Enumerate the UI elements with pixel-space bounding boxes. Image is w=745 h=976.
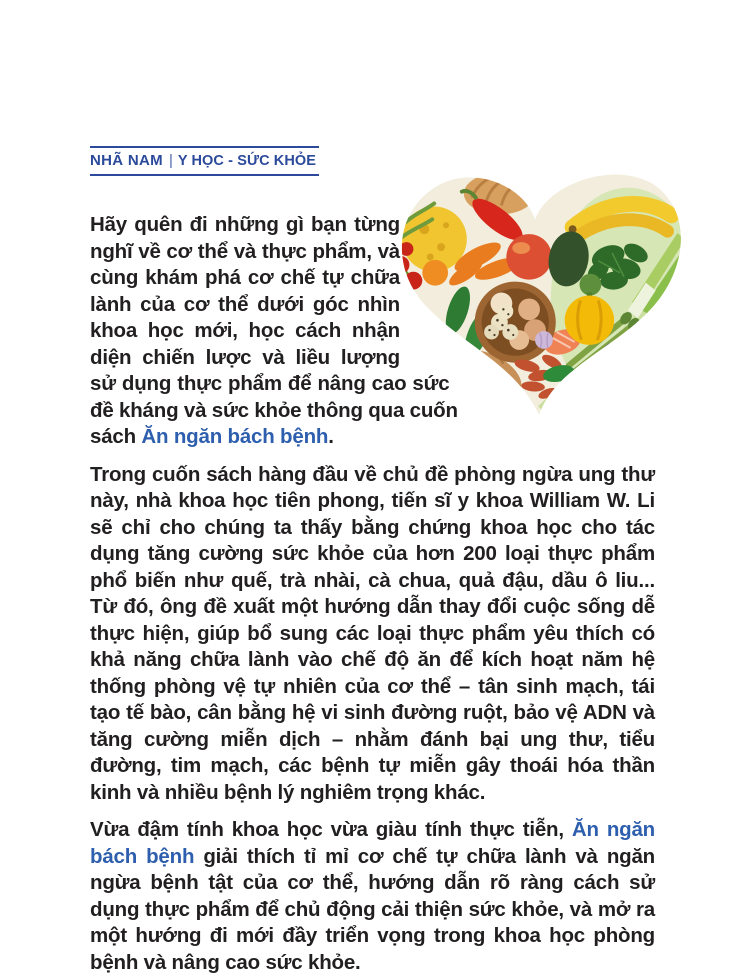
book-title-highlight: Ăn ngăn bách bệnh	[90, 818, 655, 868]
paragraph-text: Trong cuốn sách hàng đầu về chủ đề phòng ngừa ung thư này, nhà khoa học tiên phong, tiến sĩ y khoa William W. Li sẽ chỉ cho chúng ta thấy bằng chứng khoa học cho tác dụng tăng cường sức khỏe của hơn 200 loại thực phẩm phổ biến như quế, trà nhài, cà chua, quả đậu, dầu ô liu... Từ đó, ông đề xuất một hướng dẫn thay đổi cuộc sống dễ thực hiện, giúp bổ sung các loại thực phẩm yêu thích có khả năng chữa lành vào chế độ ăn để kích hoạt năm hệ thống phòng vệ tự nhiên của cơ thể – tân sinh mạch, tái tạo tế bào, cân bằng hệ vi sinh đường ruột, bảo vệ ADN và tăng cường miễn dịch – nhằm đánh bại ung thư, tiểu đường, tim mạch, các bệnh tự miễn gây thoái hóa thần kinh và nhiều bệnh lý nghiêm trọng khác.	[90, 462, 655, 804]
book-title-highlight: Ăn ngăn bách bệnh	[141, 425, 329, 448]
paragraph-text: .	[328, 425, 334, 448]
paragraph-text: Hãy quên đi những gì bạn từng nghĩ về cơ thể và thực phẩm, và cùng khám phá cơ chế tự chữa lành của cơ thể dưới góc nhìn khoa học mới, học cách nhận diện chiến lược và liều lượng sử dụng thực phẩm để nâng cao sức đề kháng và sức khỏe thông qua cuốn sách	[90, 213, 458, 448]
intro-paragraph	[90, 212, 700, 451]
imprint-separator: |	[168, 152, 173, 169]
imprint-header	[90, 146, 319, 176]
publisher-name: NHÃ NAM	[90, 152, 163, 169]
closing-paragraph	[90, 817, 655, 976]
paragraph-text: Vừa đậm tính khoa học vừa giàu tính thực tiễn,	[90, 818, 572, 841]
body-paragraph	[90, 462, 655, 807]
blurb-content	[90, 212, 700, 976]
imprint-category: Y HỌC - SỨC KHỎE	[177, 153, 317, 169]
paragraph-text: giải thích tỉ mỉ cơ chế tự chữa lành và ngăn ngừa bệnh tật của cơ thể, hướng dẫn rõ ràng cách sử dụng thực phẩm để chủ động cải thiện sức khỏe, và mở ra một hướng đi mới đầy triển vọng trong khoa học phòng bệnh và nâng cao sức khỏe.	[90, 844, 655, 974]
